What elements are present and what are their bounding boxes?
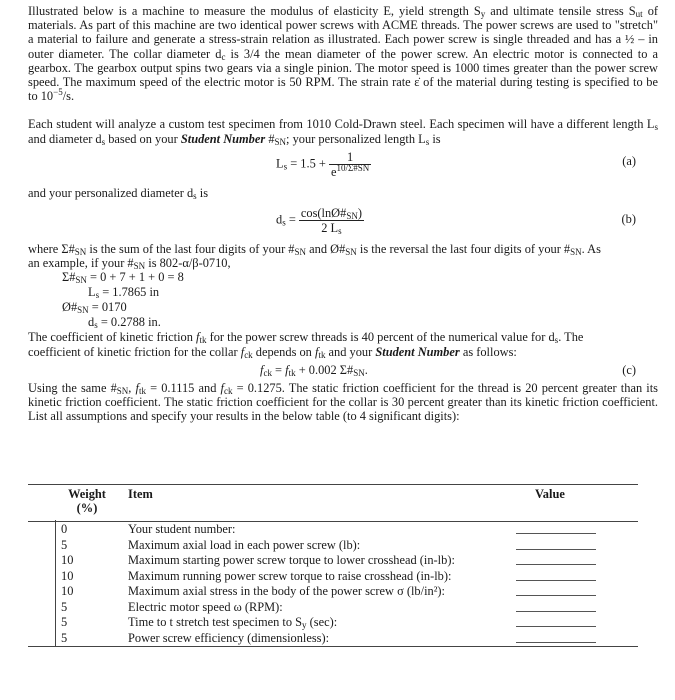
sub-s: s	[101, 136, 106, 147]
p5-l1c: . The	[558, 330, 584, 345]
table-bottom-rule	[28, 646, 638, 647]
eq-a-den: e	[330, 165, 337, 180]
eq-b-den-sub: s	[338, 226, 342, 237]
table-row: 5 Time to t stretch test specimen to $S_y$ (sec):	[28, 615, 638, 631]
f-sub-tk: tk	[199, 335, 207, 346]
value-blank[interactable]	[516, 611, 596, 612]
f-symbol: f	[196, 330, 200, 345]
sub-ut: ut	[635, 9, 643, 19]
sub-s: s	[654, 122, 658, 133]
equation-b	[28, 200, 658, 242]
example-sum: $\Sigma\#_{SN} = 0 + 7 + 1 + 0 = 8$	[62, 270, 184, 286]
exp-minus5: −5	[53, 87, 63, 98]
p4-l1d: is the reversal the last four digits of your #	[356, 242, 571, 257]
eq-c-tag: (c)	[622, 362, 636, 377]
example-length: $L_s = 1.7865$ in	[88, 285, 160, 301]
value-blank[interactable]	[516, 595, 596, 596]
value-blank[interactable]	[516, 564, 596, 565]
p4-l1c: and Ø#	[306, 242, 346, 257]
p4-sub: SN	[570, 247, 582, 258]
table-row: 10 Maximum axial stress in the body of the power screw σ (lb/in²):	[28, 584, 638, 600]
usage-paragraph: Using the same $\#_{SN}$, $f_{tk} = 0.1115$ and $f_{ck} = 0.1275$. The static friction coefficient for the thread is 20 percent greater than its kinetic friction coefficient. The static friction coefficient for the collar is 30 percent greater than its kinetic friction coefficient. List all assumptions and specify your results in the below table (to 4 significant digits):	[28, 380, 658, 424]
eq-a-den-sup: 10/Σ#SN	[336, 163, 370, 174]
p5-sub: s	[554, 335, 559, 346]
sub-s: s	[425, 136, 430, 147]
p4-sub: SN	[133, 261, 146, 272]
p3-end: is	[196, 185, 209, 200]
intro-text-4: is 3/4 the mean diameter of the power screw. An electric motor is connected to a gearbox. The gearbox output spins two gears via a single pinion. The motor speed is 1000 times greater than the power screw speed. The maximum speed of the electric motor is 50 RPM. The strain rate ε̇ of the material during testing is specified to be to 10	[28, 46, 658, 104]
intro-text-2: and ultimate tensile stress S	[485, 4, 636, 18]
eq-a-lhs: L	[276, 156, 284, 171]
eq-b-tag: (b)	[621, 212, 636, 227]
eq-a-sub: s	[283, 161, 288, 172]
eq-b-num: cos(lnØ#	[300, 206, 347, 221]
p2-end: ; your personalized length L	[286, 131, 426, 146]
table-row: 5 Electric motor speed ω (RPM):	[28, 600, 638, 616]
eq-a-num: 1	[329, 150, 371, 165]
student-number-label: Student Number	[375, 344, 460, 359]
example-reversal: $Ø\#_{SN} = 0170$	[62, 300, 127, 316]
results-table-header	[28, 484, 638, 522]
p4-l1e: . As	[581, 242, 601, 257]
sub-sn: SN	[274, 136, 287, 147]
f-sub-tk: tk	[318, 349, 326, 360]
p4-l2b: is 802-α/β-0710,	[145, 256, 231, 271]
p5-l1b: for the power screw threads is 40 percent of the numerical value for d	[206, 330, 555, 345]
p2-text: Each student will analyze a custom test specimen from 1010 Cold-Drawn steel. Each specimen will have a different length L	[28, 117, 655, 132]
eq-a-tag: (a)	[622, 153, 636, 168]
eq-b-num-sub: SN	[346, 211, 358, 222]
table-row: 5 Power screw efficiency (dimensionless):	[28, 631, 638, 647]
p5-l2d: as follows:	[459, 344, 517, 359]
p3-sub: s	[193, 190, 197, 201]
p4-l1b: is the sum of the last four digits of your #	[86, 242, 295, 257]
eq-b-lhs: d	[276, 212, 283, 227]
p2-end2: is	[429, 131, 441, 146]
f-symbol: f	[240, 344, 245, 359]
value-blank[interactable]	[516, 642, 596, 643]
f-sub-ck: ck	[244, 349, 253, 360]
p5-l2c: and your	[325, 344, 376, 359]
sub-y: y	[480, 9, 486, 19]
intro-paragraph	[28, 4, 658, 103]
p4-sub: SN	[294, 247, 307, 258]
definition-paragraph	[28, 242, 658, 270]
value-blank[interactable]	[516, 580, 596, 581]
sub-c: c	[221, 51, 226, 62]
intro-text-5: /s.	[62, 89, 75, 104]
student-number-label: Student Number	[180, 131, 266, 146]
header-weight: Weight	[68, 487, 106, 501]
header-percent: (%)	[76, 501, 98, 516]
table-row: 5 Maximum axial load in each power screw (lb):	[28, 538, 638, 554]
table-row: 10 Maximum starting power screw torque to lower crosshead (in-lb):	[28, 553, 638, 569]
p5-l1: The coefficient of kinetic friction	[28, 330, 197, 345]
value-blank[interactable]	[516, 626, 596, 627]
p3-text: and your personalized diameter d	[28, 185, 194, 200]
equation-a	[28, 146, 658, 182]
eq-b-sub: s	[282, 217, 286, 228]
eq-a-fraction	[329, 150, 371, 179]
p2-mid2: based on your	[105, 131, 181, 146]
eq-b-den: 2 L	[321, 221, 339, 236]
eq-b-eq: =	[285, 212, 299, 227]
p4-sub: SN	[74, 247, 87, 258]
header-item: Item	[128, 487, 153, 501]
intro-text-3: of materials. As part of this machine are two identical power screws with ACME threads. The power screws are used to "stretch" a material to failure and generate a stress-strain relation as illustrated. Each power screw is single threaded and has a ½ – in outer diameter. The collar diameter d	[28, 4, 659, 61]
equation-c: $f_{ck} = f_{tk} + 0.002$ $\Sigma\#_{SN}$. (c)	[260, 362, 636, 378]
eq-b-num-end: )	[357, 206, 362, 221]
p4-l2: an example, if your #	[28, 256, 134, 271]
intro-text-1: Illustrated below is a machine to measure the modulus of elasticity E, yield strength S	[28, 4, 481, 18]
friction-paragraph	[28, 330, 658, 358]
p5-l2b: depends on	[252, 344, 315, 359]
example-diameter: $d_s = 0.2788$ in.	[88, 315, 161, 331]
p4-l1: where Σ#	[28, 242, 75, 257]
value-blank[interactable]	[516, 533, 596, 534]
p2-mid: and diameter d	[28, 131, 102, 146]
specimen-paragraph	[28, 117, 658, 145]
table-row: 10 Maximum running power screw torque to raise crosshead (in-lb):	[28, 569, 638, 585]
eq-b-fraction	[299, 206, 364, 235]
document-body	[28, 4, 658, 423]
p4-sub: SN	[345, 247, 357, 258]
eq-a-eq: = 1.5 +	[287, 156, 329, 171]
example-block	[62, 270, 658, 330]
header-value: Value	[535, 487, 565, 501]
diameter-paragraph	[28, 186, 658, 200]
value-blank[interactable]	[516, 549, 596, 550]
table-row: 0 Your student number:	[28, 522, 638, 538]
f-symbol: f	[314, 344, 319, 359]
p5-l2: coefficient of kinetic friction for the collar	[28, 344, 241, 359]
results-table-body	[28, 522, 638, 646]
p2-hash: #	[265, 131, 275, 146]
